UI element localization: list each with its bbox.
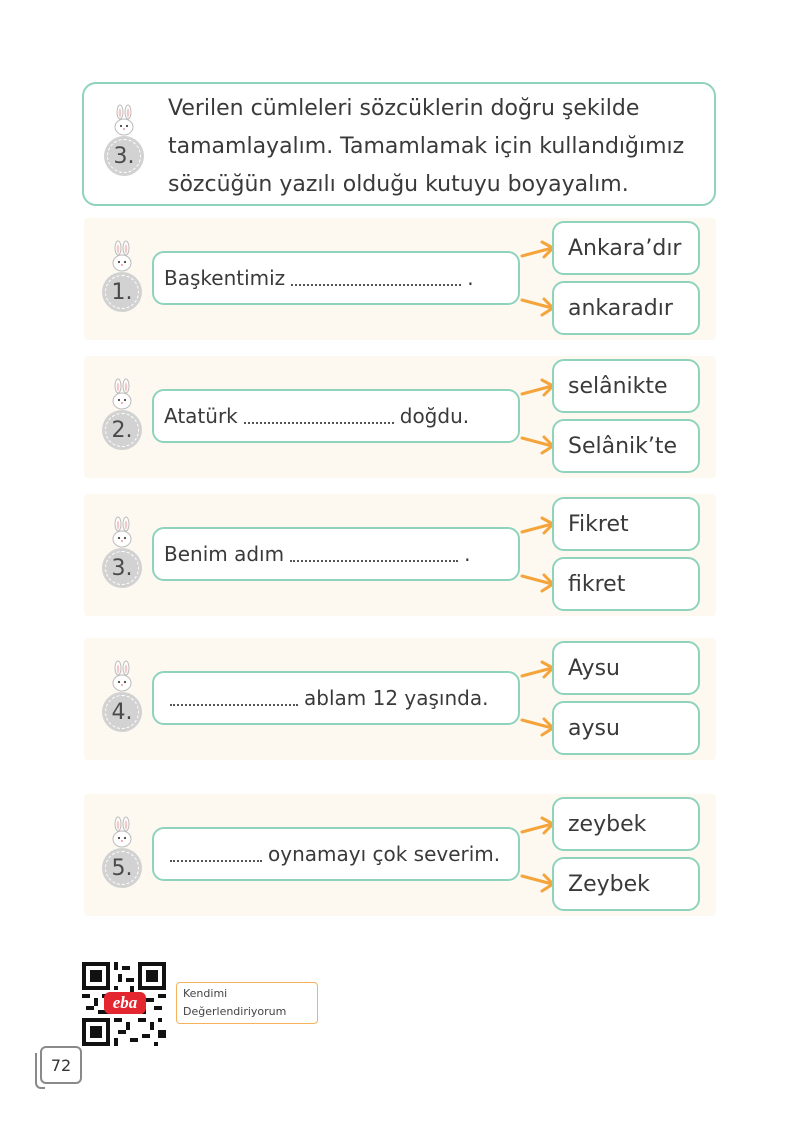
option-box-1[interactable]: zeybek	[552, 797, 700, 851]
bunny-icon	[110, 816, 134, 850]
sentence-box	[152, 527, 520, 581]
bunny-icon	[110, 378, 134, 412]
exercise-badge	[100, 240, 144, 320]
option-box-2[interactable]: aysu	[552, 701, 700, 755]
sentence-after: oynamayı çok severim.	[268, 842, 501, 866]
self-eval-line2: Değerlendiriyorum	[183, 1005, 287, 1018]
header-badge	[102, 104, 146, 184]
option-box-2[interactable]: fikret	[552, 557, 700, 611]
self-evaluation-box[interactable]	[176, 982, 318, 1024]
bunny-icon	[110, 516, 134, 550]
sentence-before: Benim adım	[164, 542, 285, 566]
exercise-number: 1.	[102, 272, 142, 312]
option-box-2[interactable]: ankaradır	[552, 281, 700, 335]
exercise-number: 4.	[102, 692, 142, 732]
option-box-1[interactable]: Fikret	[552, 497, 700, 551]
sentence-after: doğdu.	[399, 404, 470, 428]
bunny-icon	[110, 660, 134, 694]
header-number: 3.	[104, 136, 144, 176]
exercise-badge	[100, 816, 144, 896]
sentence-after: ablam 12 yaşında.	[304, 686, 489, 710]
exercise-4	[84, 638, 716, 760]
blank-line[interactable]	[290, 546, 458, 562]
exercise-number: 5.	[102, 848, 142, 888]
sentence-box	[152, 827, 520, 881]
option-box-2[interactable]: Zeybek	[552, 857, 700, 911]
exercise-number: 2.	[102, 410, 142, 450]
option-box-1[interactable]: Aysu	[552, 641, 700, 695]
eba-logo: eba	[104, 992, 146, 1014]
page-number: 72	[40, 1046, 82, 1084]
blank-line[interactable]	[291, 270, 461, 286]
exercise-badge	[100, 516, 144, 596]
bunny-icon	[110, 240, 134, 274]
option-box-2[interactable]: Selânik’te	[552, 419, 700, 473]
exercise-3	[84, 494, 716, 616]
exercise-2	[84, 356, 716, 478]
instruction-text: Verilen cümleleri sözcüklerin doğru şekilde tamamlayalım. Tamamlamak için kullandığımız sözcüğün yazılı olduğu kutuyu boyayalım.	[168, 96, 685, 197]
sentence-box	[152, 389, 520, 443]
self-eval-line1: Kendimi	[183, 987, 228, 1000]
sentence-after: .	[464, 542, 471, 566]
blank-line[interactable]	[244, 408, 394, 424]
sentence-after: .	[467, 266, 474, 290]
exercise-badge	[100, 660, 144, 740]
sentence-before: Başkentimiz	[164, 266, 286, 290]
exercise-badge	[100, 378, 144, 458]
blank-line[interactable]	[170, 690, 298, 706]
sentence-box	[152, 671, 520, 725]
instruction-card	[82, 82, 716, 206]
blank-line[interactable]	[170, 846, 262, 862]
sentence-box	[152, 251, 520, 305]
sentence-before: Atatürk	[164, 404, 238, 428]
option-box-1[interactable]: selânikte	[552, 359, 700, 413]
exercise-5	[84, 794, 716, 916]
exercise-number: 3.	[102, 548, 142, 588]
bunny-icon	[112, 104, 136, 138]
exercise-1	[84, 218, 716, 340]
option-box-1[interactable]: Ankara’dır	[552, 221, 700, 275]
